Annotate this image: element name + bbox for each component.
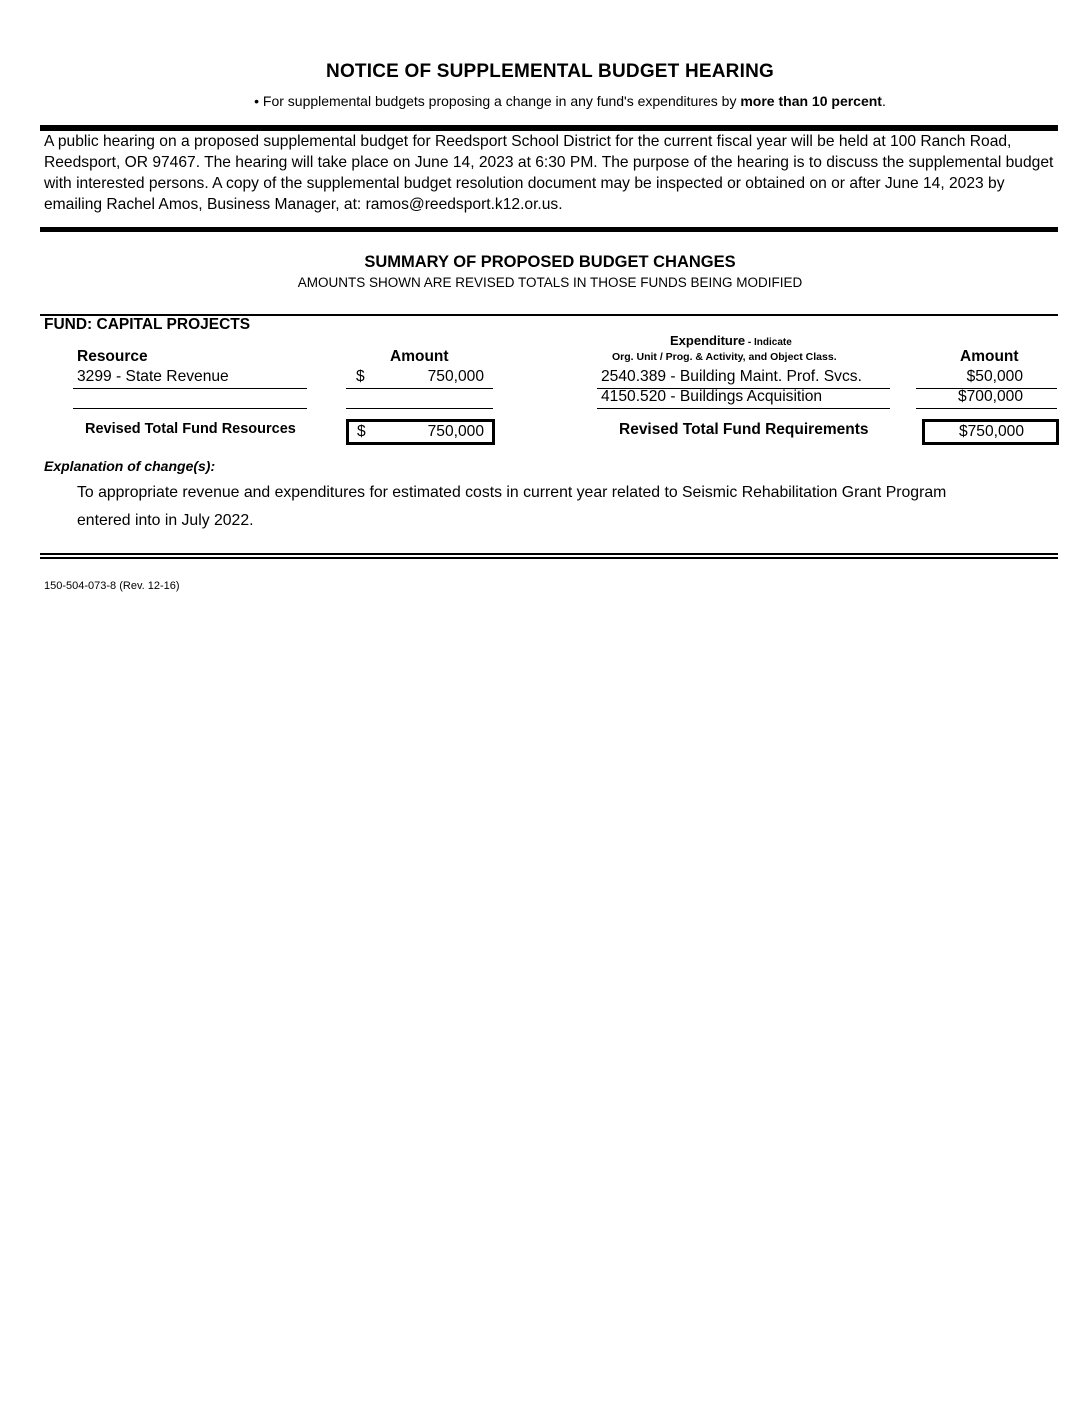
subnote-suffix: . [881, 93, 886, 109]
resource-header: Resource [77, 348, 148, 365]
explanation-label: Explanation of change(s): [44, 458, 216, 474]
expenditure-label: - Building Maint. Prof. Svcs. [666, 368, 862, 385]
expenditure-header-text: Expenditure [670, 333, 746, 348]
expenditure-amount: $700,000 [957, 388, 1023, 405]
expenditure-row [601, 388, 822, 406]
total-requirements-amount: $750,000 [958, 423, 1024, 440]
expenditure-header [670, 333, 792, 348]
total-resources-label: Revised Total Fund Resources [85, 421, 296, 437]
explanation-line-1: To appropriate revenue and expenditures for estimated costs in current year related to Seismic Rehabilitation Grant Program [77, 484, 947, 501]
total-resources-amount: 750,000 [427, 423, 484, 440]
resource-amount-underline [346, 388, 493, 389]
expenditure-amount-header: Amount [960, 348, 1019, 365]
expenditure-subheader: Org. Unit / Prog. & Activity, and Object Class. [612, 351, 837, 363]
resource-amount: 750,000 [427, 368, 484, 385]
resource-amount-header: Amount [390, 348, 449, 365]
total-resources-currency: $ [357, 423, 366, 440]
resource-underline [73, 388, 307, 389]
notice-title: NOTICE OF SUPPLEMENTAL BUDGET HEARING [326, 61, 774, 82]
expenditure-underline [597, 408, 890, 409]
subnote-bold: more than 10 percent [740, 93, 882, 109]
bottom-rule-2 [40, 557, 1058, 559]
hearing-paragraph: A public hearing on a proposed supplemental budget for Reedsport School District for the current fiscal year will be held at 100 Ranch Road, Reedsport, OR 97467. The hearing will take place on June 14, 2023 at 6:30 PM. The purpose of the hearing is to discuss the supplemental budget with interested persons. A copy of the supplemental budget resolution document may be inspected or obtained on or after June 14, 2023 by emailing Rachel Amos, Business Manager, at: ramos@reedsport.k12.or.us. [44, 133, 1054, 213]
expenditure-header-note: - Indicate [745, 337, 792, 348]
resource-underline-2 [73, 408, 307, 409]
form-number: 150-504-073-8 (Rev. 12-16) [44, 580, 180, 592]
resource-currency: $ [356, 368, 365, 385]
total-requirements-box [922, 419, 1059, 445]
subnote-prefix: • For supplemental budgets proposing a change in any fund's expenditures by [254, 93, 741, 109]
notice-subnote [0, 93, 1088, 109]
explanation-line-2: entered into in July 2022. [77, 512, 254, 529]
middle-rule [40, 227, 1058, 232]
resource-amount-underline-2 [346, 408, 493, 409]
fund-name: FUND: CAPITAL PROJECTS [44, 316, 251, 333]
total-resources-box [346, 419, 495, 445]
summary-title: SUMMARY OF PROPOSED BUDGET CHANGES [364, 253, 736, 271]
expenditure-label: - Buildings Acquisition [666, 388, 823, 405]
bottom-rule [40, 553, 1058, 555]
expenditure-row [601, 368, 862, 386]
resource-label: - State Revenue [111, 368, 229, 385]
summary-subtitle: AMOUNTS SHOWN ARE REVISED TOTALS IN THOSE FUNDS BEING MODIFIED [297, 275, 803, 290]
expenditure-code: 2540.389 [601, 368, 667, 385]
expenditure-amount-underline [916, 408, 1057, 409]
total-requirements-label: Revised Total Fund Requirements [619, 421, 869, 438]
resource-row [77, 368, 229, 386]
resource-code: 3299 [77, 368, 112, 385]
expenditure-code: 4150.520 [601, 388, 667, 405]
expenditure-amount: $50,000 [966, 368, 1023, 385]
